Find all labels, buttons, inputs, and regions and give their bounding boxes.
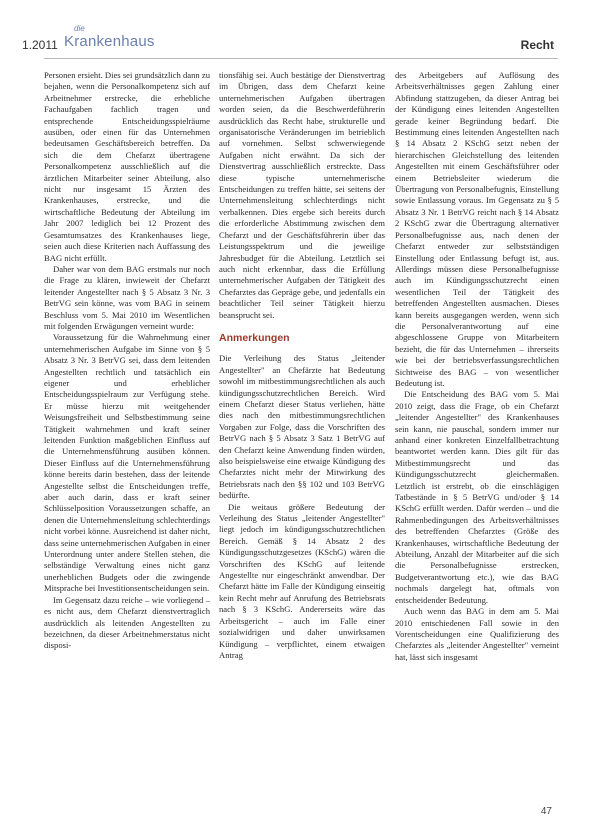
paragraph: Die weitaus größere Bedeutung der Verleihung des Status „leitender Angestellter" liegt jedoch im kündigungsschutzrechtlichen Bereich. Gemäß § 14 Absatz 2 des Kündigungsschutzgesetzes (KSchG) wären die Vorschriften des KSchG auf leitende Angestellte nur eingeschränkt anwendbar. Der Chefarzt hätte im Falle der Kündigung einseitig kein Recht mehr auf Anrufung des Betriebsrats nach § 3 KSchG. Andererseits wäre das Arbeitsgericht – auch im Falle einer sozialwidrigen und daher unwirksamen Kündigung – verpflichtet, einem etwaigen Antrag xyxy=(219,501,385,660)
page-header xyxy=(0,0,600,62)
paragraph: Auch wenn das BAG in dem am 5. Mai 2010 entschiedenen Fall sowie in den Vorentscheidungen eine Qualifizierung des Chefarztes als „leitender Angestellter" verneint hat, lässt sich insgesamt xyxy=(395,606,559,662)
text-column-2 xyxy=(219,70,385,810)
paragraph: Die Verleihung des Status „leitender Angestellter" an Chefärzte hat Bedeutung sowohl im mitbestimmungsrechtlichen als auch kündigungsschutzrechtlichen Bereich. Wird einem Chefarzt dieser Status verliehen, hätte dies nach den mitbestimmungsrechtlichen Vorgaben zur Folge, dass die Vorschriften des BetrVG nach § 5 Absatz 3 Satz 1 BetrVG auf den Chefarzt keine Anwendung finden würden, also beispielsweise eine etwaige Kündigung des Chefarztes nicht mehr der Mitwirkung des Betriebsrats nach den §§ 102 und 103 BetrVG bedürfte. xyxy=(219,353,385,501)
paragraph: Voraussetzung für die Wahrnehmung einer unternehmerischen Aufgabe im Sinne von § 5 Absatz 3 Nr. 3 BetrVG sei, dass dem leitenden Angestellten rechtlich und tatsächlich ein eigener und erheblicher Entscheidungsspielraum zur Verfügung stehe. Er müsse hierzu mit weitgehender Weisungsfreiheit und Selbstbestimmung seine Tätigkeit wahrnehmen und kraft seiner leitenden Funktion maßgeblichen Einfluss auf die Unternehmensführung ausüben können. Dieser Einfluss auf die Unternehmensführung könne bereits darin bestehen, dass der leitende Angestellte selbst die Entscheidungen treffe, aber auch darin, dass er kraft seiner Schlüsselposition Voraussetzungen schaffe, an denen die Unternehmensleitung schlechterdings nicht vorbei könne. Ausreichend ist daher nicht, dass seine unternehmerischen Aufgaben in einer Unterordnung unter andere Stellen stehen, die selbständige Verwaltung eines nicht ganz unerheblichen Budgets oder die zwingende Mitsprache bei Investitionsentscheidungen sein. xyxy=(44,332,210,594)
logo-die: die xyxy=(74,24,85,33)
paragraph: Personen ersieht. Dies sei grundsätzlich dann zu bejahen, wenn die Personalkompetenz sich auf Arbeitnehmer erstrecke, die erhebliche Fachaufgaben fachlich tragen und entsprechende Entscheidungsspielräume ausüben, oder einen für das Unternehmen bedeutsamen Geschäftsbereich betreffen. Da sich die dem Chefarzt übertragene Personalkompetenz ausschließlich auf die ärztlichen Mitarbeiter seiner Abteilung, also nicht nur insgesamt 15 Ärzten des Krankenhauses, erstrecke, und die wirtschaftliche Bedeutung der Abteilung im Jahr 2007 lediglich bei 12 Prozent des Gesamtumsatzes des Krankenhauses liege, seien auch diese Kriterien nach Auffassung des BAG nicht erfüllt. xyxy=(44,70,210,263)
text-column-3 xyxy=(395,70,559,810)
paragraph: Im Gegensatz dazu reiche – wie vorliegend – es nicht aus, dem Chefarzt dienstvertraglich ausdrücklich als leitenden Angestellten zu bezeichnen, da dieser Arbeitnehmerstatus nicht disposi- xyxy=(44,594,210,651)
paragraph: des Arbeitgebers auf Auflösung des Arbeitsverhältnisses gegen Zahlung einer Abfindung stattzugeben, da dieser Antrag bei der Kündigung eines leitenden Angestellten gerade keiner Begründung bedarf. Die Bestimmung eines leitenden Angestellten nach § 14 Absatz 2 KSchG setzt neben der hierarchischen Gleichstellung des leitenden Angestellten mit einem Geschäftsführer oder einem Betriebsleiter wiederum die Übertragung von Personalbefugnis, Einstellung sowie Entlassung voraus. Im Gegensatz zu § 5 Absatz 3 Nr. 1 BetrVG reicht nach § 14 Absatz 2 KSchG zwar die Übertragung alternativer Personalbefugnisse aus, nach denen der Chefarzt entweder zur selbstständigen Einstellung oder Entlassung befugt ist, aus. Allerdings müssen diese Personalbefugnisse auch im Kündigungsschutzrecht einen wesentlichen Teil der Tätigkeit des betreffenden Angestellten ausmachen. Dieses kann bereits ausgegangen werden, wenn sich die Personalverantwortung auf eine abgeschlossene Gruppe von Mitarbeitern bezieht, die für das Unternehmen – ihrerseits wie bei der betriebsverfassungsrechtlichen Sichtweise des BAG – von wesentlicher Bedeutung ist. xyxy=(395,70,559,388)
paragraph: Die Entscheidung des BAG vom 5. Mai 2010 zeigt, dass die Frage, ob ein Chefarzt „leitender Angestellter" des Krankenhauses sein kann, nie pauschal, sondern immer nur anhand einer konkreten Einzelfallbetrachtung beantwortet werden kann. Dies gilt für das Mitbestimmungsrecht und das Kündigungsschutzrecht gleichermaßen. Letztlich ist erstrebt, ob die einschlägigen Tatbestände in § 5 BetrVG und/oder § 14 KSchG erfüllt werden. Dafür werden – und die Rahmenbedingungen des Arbeitsverhältnisses des betreffenden Chefarztes (Größe des Krankenhauses, wirtschaftliche Bedeutung der Abteilung, Anzahl der Mitarbeiter auf die sich die Personalbefugnisse erstrecken, Budgetverantwortung etc.), wie das BAG nochmals dargelegt hat, oftmals von entscheidender Bedeutung. xyxy=(395,389,559,605)
logo-title: Krankenhaus xyxy=(64,33,155,50)
paragraph: Daher war von dem BAG erstmals nur noch die Frage zu klären, inwieweit der Chefarzt leitender Angestellter nach § 5 Absatz 3 Nr. 3 BetrVG sein könne, was vom BAG in seinem Beschluss vom 5. Mai 2010 im Wesentlichen mit folgenden Erwägungen verneint wurde: xyxy=(44,263,210,331)
paragraph: tionsfähig sei. Auch bestätige der Dienstvertrag im Übrigen, dass dem Chefarzt keine unternehmerischen Aufgaben übertragen worden seien, da die Beschwerdeführerin ausdrücklich das Recht habe, strukturelle und organisatorische Veränderungen im betrieblich auf vornehmen. Selbst schwerwiegende Aufgaben nicht erwähnt. Da sich der Dienstvertrag ausschließlich erstreckte. Dass diese typische unternehmerische Entscheidungen zu treffen hätte, sei seitens der Unternehmensleitung schlechterdings nicht verbalkennen. Dies ergebe sich bereits durch die erforderliche Abstimmung zwischen dem Chefarzt und der Geschäftsführerin über das Leistungsspektrum und die jeweilige Jahresbudget für die Abteilung. Letztlich sei auch nicht erkennbar, dass die Erfüllung unternehmerischer Aufgaben der Tätigkeit des Chefarztes das Gepräge gebe, und jedenfalls ein beachtlicher Teil seiner Tätigkeit hierzu beansprucht sei. xyxy=(219,70,385,320)
text-column-1 xyxy=(44,70,210,810)
header-rule xyxy=(44,58,558,59)
issue-number: 1.2011 xyxy=(22,38,58,52)
section-heading-anmerkungen: Anmerkungen xyxy=(219,331,290,344)
page-number: 47 xyxy=(540,806,552,817)
section-title: Recht xyxy=(520,38,554,52)
